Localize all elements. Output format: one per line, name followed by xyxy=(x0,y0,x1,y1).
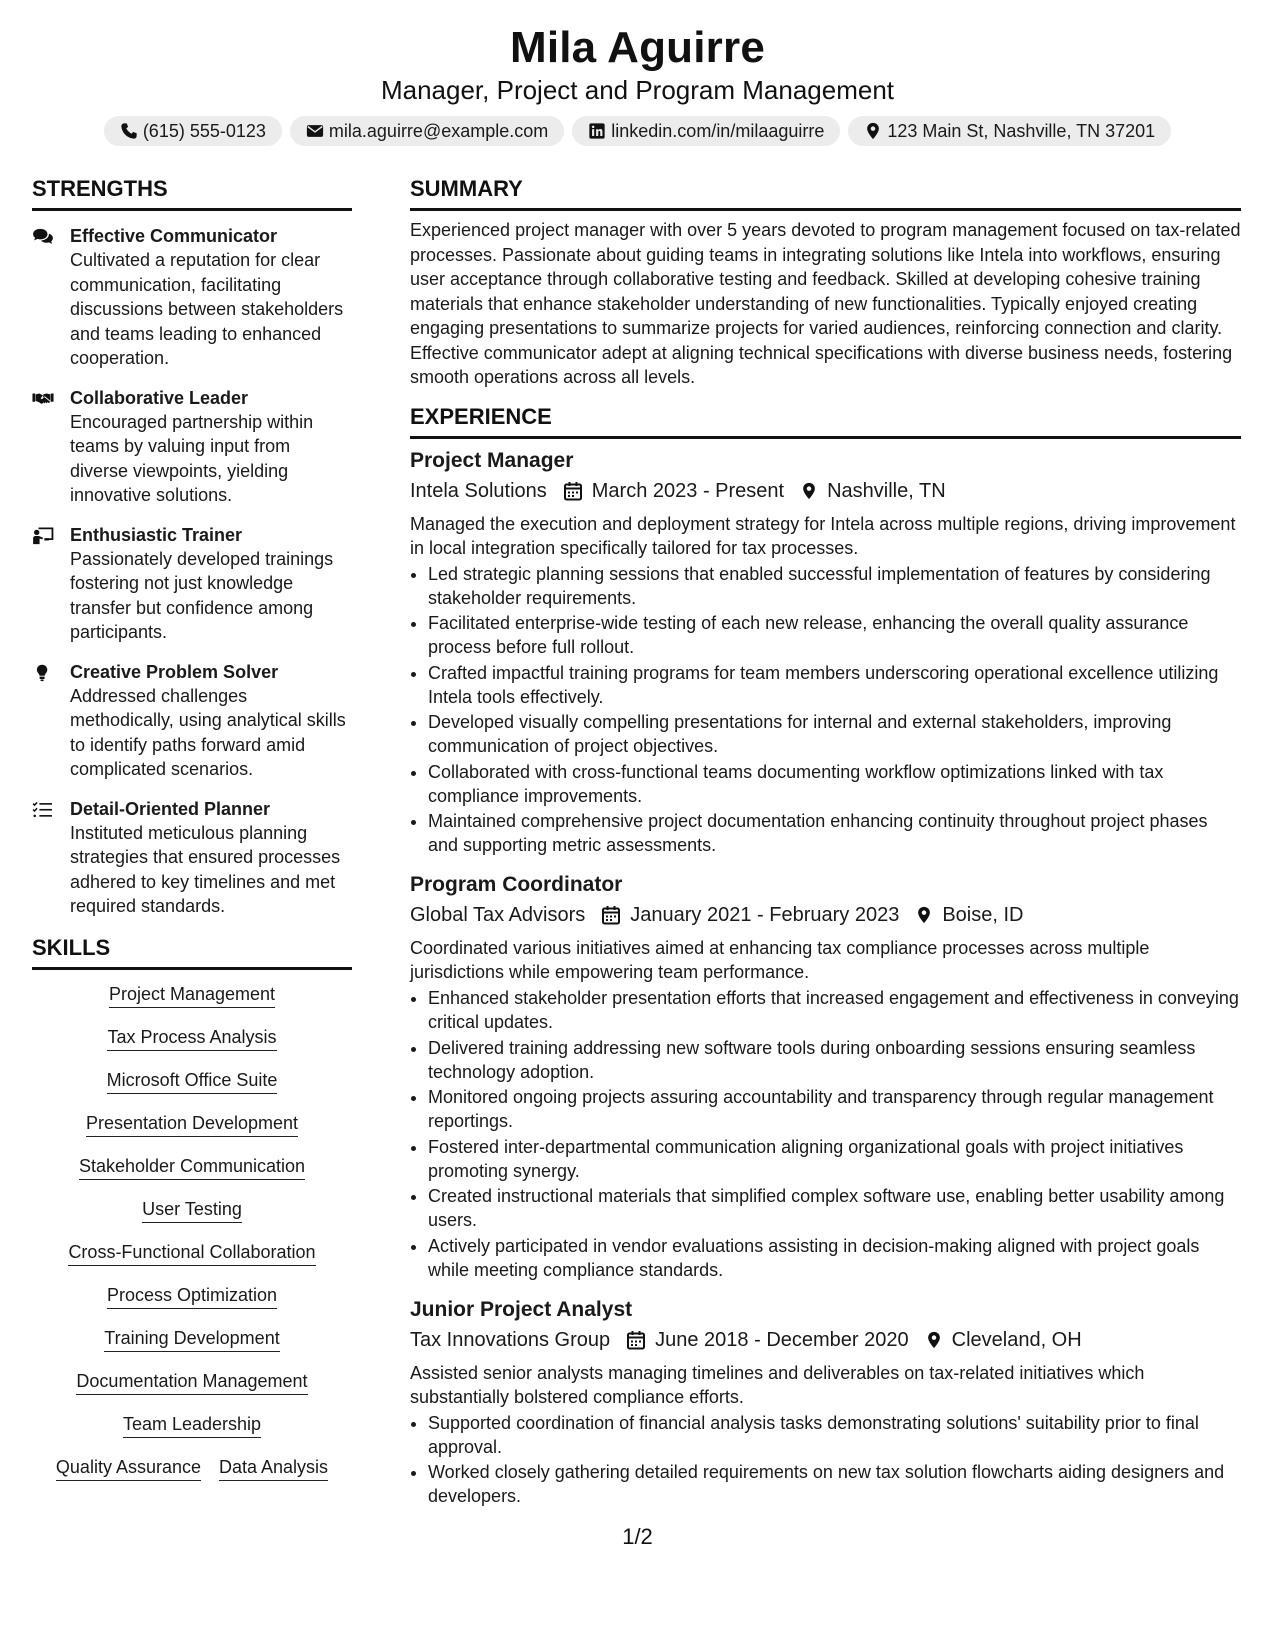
strength-desc: Instituted meticulous planning strategies that ensured processes adhered to key timelines and met required standards. xyxy=(70,822,341,916)
address-text: 123 Main St, Nashville, TN 37201 xyxy=(887,121,1156,141)
job-meta xyxy=(410,900,1241,930)
strength-desc: Addressed challenges methodically, using analytical skills to identify paths forward amid complicated scenarios. xyxy=(70,685,346,779)
job-bullet: • Developed visually compelling presentations for internal and external stakeholders, improving communication of project objectives. xyxy=(428,710,1241,758)
summary-heading: SUMMARY xyxy=(410,176,1241,211)
job-company: Intela Solutions xyxy=(410,479,547,502)
job-bullet: • Crafted impactful training programs for team members underscoring operational excellence utilizing Intela tools effectively. xyxy=(428,661,1241,709)
skill-tag: Quality Assurance xyxy=(56,1455,201,1481)
strength-item xyxy=(32,661,352,782)
job-title: Program Coordinator xyxy=(410,873,623,896)
envelope-icon xyxy=(306,122,324,140)
job-bullet: • Worked closely gathering detailed requirements on new tax solution flowcharts aiding designers and developers. xyxy=(428,1460,1241,1508)
skill-tag: Presentation Development xyxy=(86,1111,298,1137)
strengths-list xyxy=(32,225,352,919)
contact-phone xyxy=(104,116,282,146)
skills-section xyxy=(32,935,352,1498)
chalkboard-teacher-icon xyxy=(32,527,54,545)
skill-tag: Training Development xyxy=(104,1326,279,1352)
strength-title: Collaborative Leader xyxy=(70,387,249,408)
calendar-icon xyxy=(601,905,621,925)
map-pin-icon xyxy=(915,905,933,925)
strength-title: Detail-Oriented Planner xyxy=(70,798,271,819)
job-entry xyxy=(410,447,1241,858)
job-location: Boise, ID xyxy=(942,904,1024,926)
strength-desc: Passionately developed trainings fostering not just knowledge transfer but confidence among participants. xyxy=(70,548,334,642)
job-title: Project Manager xyxy=(410,448,574,472)
contact-address xyxy=(848,116,1171,146)
phone-icon xyxy=(120,122,138,140)
contact-linkedin xyxy=(572,116,840,146)
job-company: Global Tax Advisors xyxy=(410,904,586,926)
job-entry xyxy=(410,871,1241,1282)
skills-list xyxy=(32,982,352,1498)
job-bullet: • Fostered inter-departmental communication aligning organizational goals with project initiatives promoting synergy. xyxy=(428,1135,1241,1183)
list-check-icon xyxy=(32,801,54,819)
job-bullet: • Collaborated with cross-functional teams documenting workflow optimizations linked with tax compliance improvements. xyxy=(428,760,1241,808)
job-meta xyxy=(410,1325,1241,1355)
job-bullet: • Led strategic planning sessions that enabled successful implementation of features by considering stakeholder requirements. xyxy=(428,562,1241,610)
calendar-icon xyxy=(563,481,583,501)
job-entry xyxy=(410,1296,1241,1509)
job-title: Junior Project Analyst xyxy=(410,1297,633,1321)
experience-heading: EXPERIENCE xyxy=(410,404,1241,439)
linkedin-text: linkedin.com/in/milaaguirre xyxy=(611,121,825,141)
skill-tag: User Testing xyxy=(142,1197,242,1223)
job-dates: January 2021 - February 2023 xyxy=(630,904,900,926)
strength-title: Creative Problem Solver xyxy=(70,661,279,682)
skill-tag: Process Optimization xyxy=(107,1283,277,1309)
job-location: Nashville, TN xyxy=(827,479,946,502)
job-bullet: • Created instructional materials that simplified complex software use, enabling better usability among users. xyxy=(428,1184,1241,1232)
handshake-icon xyxy=(32,390,54,408)
job-company: Tax Innovations Group xyxy=(410,1328,611,1351)
strength-desc: Cultivated a reputation for clear communication, facilitating discussions between stakeholders and teams leading to enhanced cooperation. xyxy=(70,250,344,368)
contact-bar xyxy=(0,116,1275,146)
phone-text: (615) 555-0123 xyxy=(142,121,266,141)
strength-title: Effective Communicator xyxy=(70,226,278,246)
job-description: Managed the execution and deployment strategy for Intela across multiple regions, driving improvement in local integration specifically tailored for tax processes. xyxy=(410,513,1236,558)
job-bullets xyxy=(410,1411,1241,1509)
strength-item xyxy=(32,798,352,919)
linkedin-icon xyxy=(588,122,606,140)
strength-desc: Encouraged partnership within teams by valuing input from diverse viewpoints, yielding innovative solutions. xyxy=(70,411,314,505)
candidate-title: Manager, Project and Program Management xyxy=(380,75,895,105)
job-bullet: • Supported coordination of financial analysis tasks demonstrating solutions' suitability prior to final approval. xyxy=(428,1411,1241,1459)
strength-title: Enthusiastic Trainer xyxy=(70,524,243,545)
job-dates: March 2023 - Present xyxy=(591,479,785,502)
skill-tag: Team Leadership xyxy=(123,1412,261,1438)
lightbulb-icon xyxy=(32,664,54,682)
job-bullet: • Monitored ongoing projects assuring accountability and transparency through regular management reportings. xyxy=(428,1085,1241,1133)
job-description: Assisted senior analysts managing timelines and deliverables on tax-related initiatives which substantially bolstered compliance efforts. xyxy=(410,1362,1145,1407)
job-meta xyxy=(410,476,1241,506)
calendar-icon xyxy=(626,1330,646,1350)
job-bullets xyxy=(410,562,1241,858)
contact-email xyxy=(290,116,564,146)
job-bullet: • Enhanced stakeholder presentation efforts that increased engagement and effectiveness in conveying critical updates. xyxy=(428,986,1241,1034)
left-column xyxy=(32,176,352,1522)
strengths-heading: STRENGTHS xyxy=(32,176,352,211)
job-bullet: • Actively participated in vendor evaluations assisting in decision-making aligned with project goals while meeting compliance standards. xyxy=(428,1234,1241,1282)
page-number: 1/2 xyxy=(622,1524,653,1549)
map-pin-icon xyxy=(864,122,882,140)
skill-tag: Data Analysis xyxy=(219,1455,328,1481)
map-pin-icon xyxy=(800,481,818,501)
right-column xyxy=(410,176,1241,1522)
job-description: Coordinated various initiatives aimed at enhancing tax compliance processes across multiple jurisdictions while empowering team performance. xyxy=(410,938,1150,982)
job-location: Cleveland, OH xyxy=(951,1328,1082,1351)
summary-text: Experienced project manager with over 5 years devoted to program management focused on tax-related processes. Passionate about guiding teams in integrating solutions like Intela into workflows, ensuring user acceptance through collaborative testing and feedback. Skilled at developing cohesive training materials that enhance stakeholder understanding of new functionalities. Typically enjoyed creating engaging presentations to summarize projects for varied audiences, reinforcing connection and clarity. Effective communicator adept at aligning technical specifications with diverse business needs, fostering smooth operations across all levels. xyxy=(410,220,1241,387)
candidate-name: Mila Aguirre xyxy=(509,23,766,72)
job-bullet: • Maintained comprehensive project documentation enhancing continuity throughout project phases and supporting metric assessments. xyxy=(428,809,1241,857)
email-text: mila.aguirre@example.com xyxy=(328,121,549,141)
job-bullet: • Delivered training addressing new software tools during onboarding sessions ensuring seamless technology adoption. xyxy=(428,1036,1241,1084)
strength-item xyxy=(32,387,352,508)
skill-tag: Stakeholder Communication xyxy=(79,1154,305,1180)
skill-tag: Cross-Functional Collaboration xyxy=(68,1240,315,1266)
resume-header xyxy=(0,0,1275,146)
skill-tag: Microsoft Office Suite xyxy=(107,1068,278,1094)
resume-body xyxy=(32,176,1243,1522)
job-bullet: • Facilitated enterprise-wide testing of each new release, enhancing the overall quality assurance process before full rollout. xyxy=(428,611,1241,659)
strength-item xyxy=(32,524,352,645)
skills-heading: SKILLS xyxy=(32,935,352,970)
map-pin-icon xyxy=(925,1330,943,1350)
comments-icon xyxy=(32,228,54,246)
job-dates: June 2018 - December 2020 xyxy=(655,1328,909,1351)
strength-item xyxy=(32,225,352,371)
skill-tag: Documentation Management xyxy=(76,1369,307,1395)
skill-tag: Tax Process Analysis xyxy=(107,1025,276,1051)
skill-tag: Project Management xyxy=(109,982,275,1008)
job-bullets xyxy=(410,986,1241,1282)
